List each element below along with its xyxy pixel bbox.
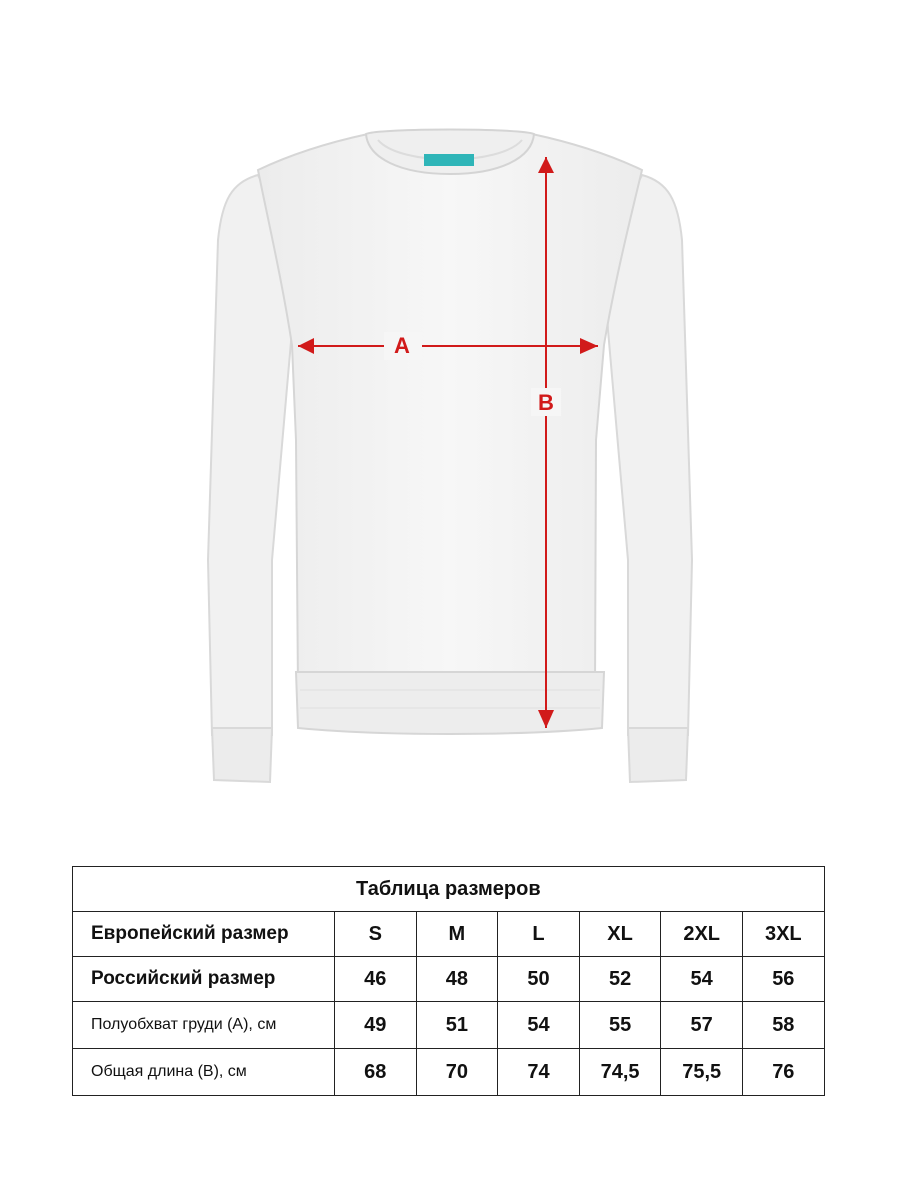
row-label: Общая длина (В), см (73, 1049, 335, 1096)
measure-a-label: A (394, 333, 410, 358)
cell: M (416, 912, 498, 957)
cell: 75,5 (661, 1049, 743, 1096)
table-row-length (73, 1049, 825, 1096)
table-row-chest (73, 1002, 825, 1049)
cell: 54 (661, 957, 743, 1002)
waistband (296, 672, 604, 734)
sweater-body (258, 134, 642, 690)
cell: 51 (416, 1002, 498, 1049)
cell: S (335, 912, 417, 957)
measure-b-label: B (538, 390, 554, 415)
left-cuff (212, 728, 272, 782)
cell: 70 (416, 1049, 498, 1096)
cell: XL (579, 912, 661, 957)
cell: 50 (498, 957, 580, 1002)
size-table-title: Таблица размеров (73, 867, 825, 912)
cell: 48 (416, 957, 498, 1002)
cell: 46 (335, 957, 417, 1002)
table-row-eu-size (73, 912, 825, 957)
row-label: Российский размер (73, 957, 335, 1002)
cell: 3XL (742, 912, 824, 957)
row-label: Европейский размер (73, 912, 335, 957)
cell: 58 (742, 1002, 824, 1049)
cell: 2XL (661, 912, 743, 957)
right-cuff (628, 728, 688, 782)
cell: 49 (335, 1002, 417, 1049)
cell: 54 (498, 1002, 580, 1049)
row-label: Полуобхват груди (А), см (73, 1002, 335, 1049)
cell: 57 (661, 1002, 743, 1049)
cell: 76 (742, 1049, 824, 1096)
cell: 56 (742, 957, 824, 1002)
cell: 55 (579, 1002, 661, 1049)
cell: 68 (335, 1049, 417, 1096)
cell: L (498, 912, 580, 957)
cell: 52 (579, 957, 661, 1002)
table-row-ru-size (73, 957, 825, 1002)
brand-tag (424, 154, 474, 166)
cell: 74,5 (579, 1049, 661, 1096)
cell: 74 (498, 1049, 580, 1096)
size-table (72, 866, 825, 1096)
